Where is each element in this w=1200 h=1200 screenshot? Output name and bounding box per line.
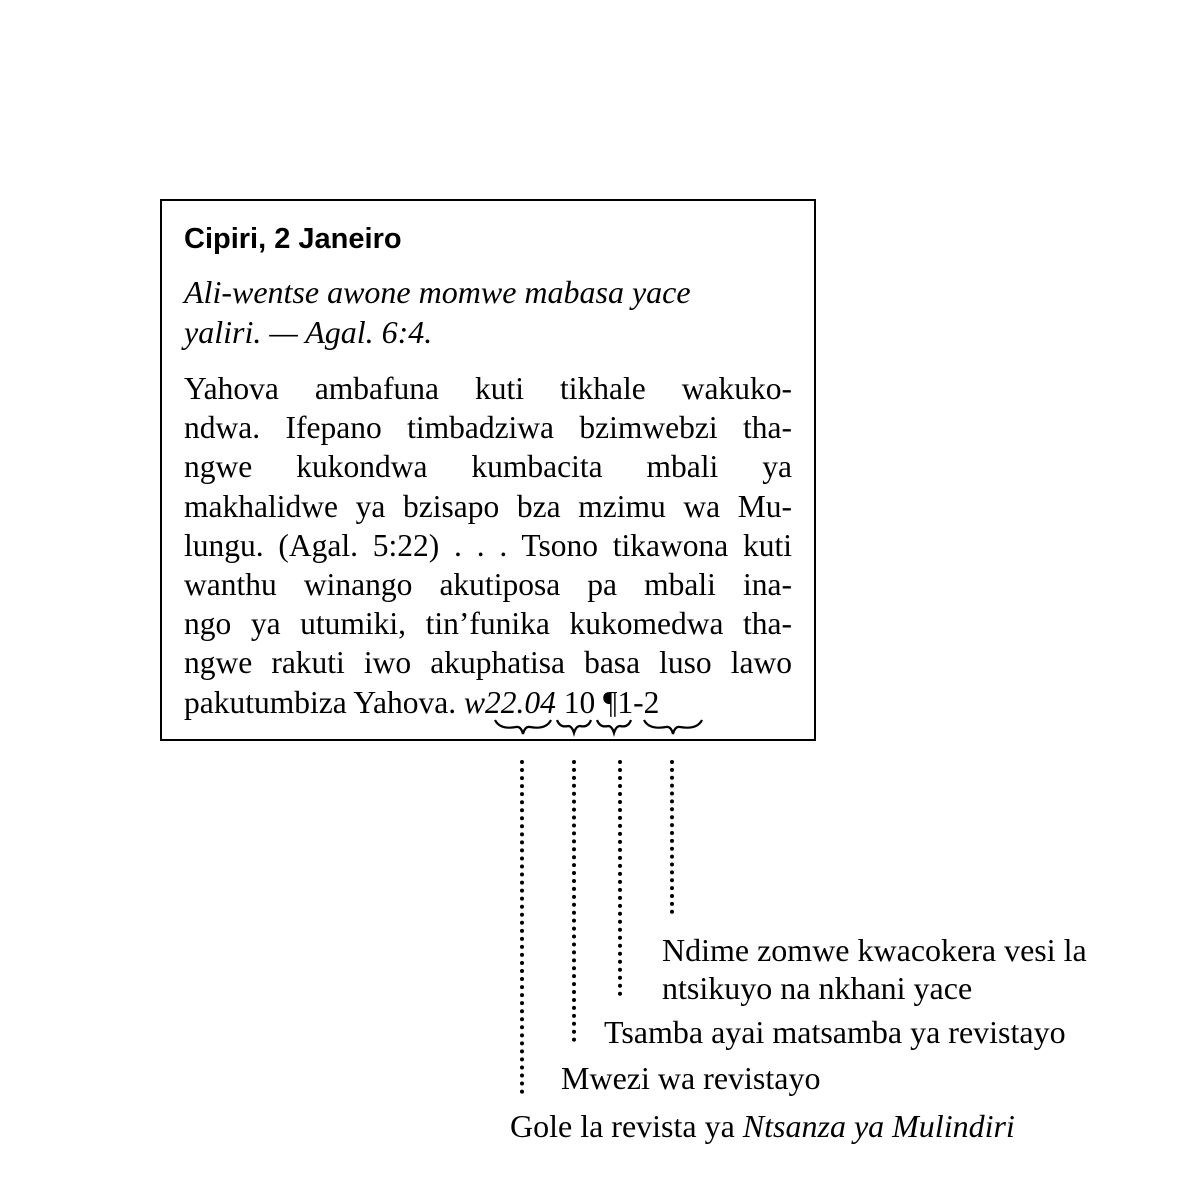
body-line: lungu. (Agal. 5:22) . . . Tsono tikawona kuti	[184, 527, 792, 563]
body-last-line-text: pakutumbiza Yahova.	[184, 684, 457, 720]
brace-paragraphs	[643, 716, 703, 740]
paragraph-numbers: ¶1-2	[603, 684, 660, 720]
theme-scripture	[184, 272, 804, 352]
leader-paragraphs	[670, 760, 674, 914]
publication-code: w22.04	[463, 684, 556, 720]
body-line: makhalidwe ya bzisapo bza mzimu wa Mu-	[184, 488, 792, 524]
label-year	[510, 1107, 1015, 1145]
magazine-title: Ntsanza ya Mulindiri	[742, 1108, 1015, 1144]
comment-text	[184, 369, 792, 722]
body-line: wanthu winango akutiposa pa mbali ina-	[184, 567, 792, 603]
body-line: ndwa. Ifepano timbadziwa bzimwebzi tha-	[184, 410, 792, 446]
brace-publication	[494, 716, 552, 740]
page-number: 10	[563, 684, 596, 720]
label-page: Tsamba ayai matsamba ya revistayo	[604, 1014, 1066, 1050]
label-month: Mwezi wa revistayo	[561, 1060, 821, 1096]
label-year-prefix: Gole la revista ya	[510, 1108, 735, 1144]
label-paragraphs-line: ntsikuyo na nkhani yace	[662, 970, 973, 1006]
body-line: Yahova ambafuna kuti tikhale wakuko-	[184, 371, 792, 406]
label-paragraphs	[662, 931, 1087, 1007]
label-paragraphs-line: Ndime zomwe kwacokera vesi la	[662, 932, 1087, 968]
verse-line: yaliri. — Agal. 6:4.	[184, 314, 433, 350]
body-line: ngwe rakuti iwo akuphatisa basa luso lawo	[184, 645, 792, 681]
entry-date: Cipiri, 2 Janeiro	[184, 223, 402, 255]
leader-year	[520, 760, 524, 1094]
leader-page	[618, 760, 622, 996]
body-line: ngo ya utumiki, tin’funika kukomedwa tha-	[184, 606, 792, 642]
brace-page-number	[596, 716, 632, 740]
leader-month	[572, 760, 576, 1042]
verse-line: Ali-wentse awone momwe mabasa yace	[184, 274, 691, 310]
body-line: ngwe kukondwa kumbacita mbali ya	[184, 449, 792, 485]
brace-page	[556, 716, 592, 740]
